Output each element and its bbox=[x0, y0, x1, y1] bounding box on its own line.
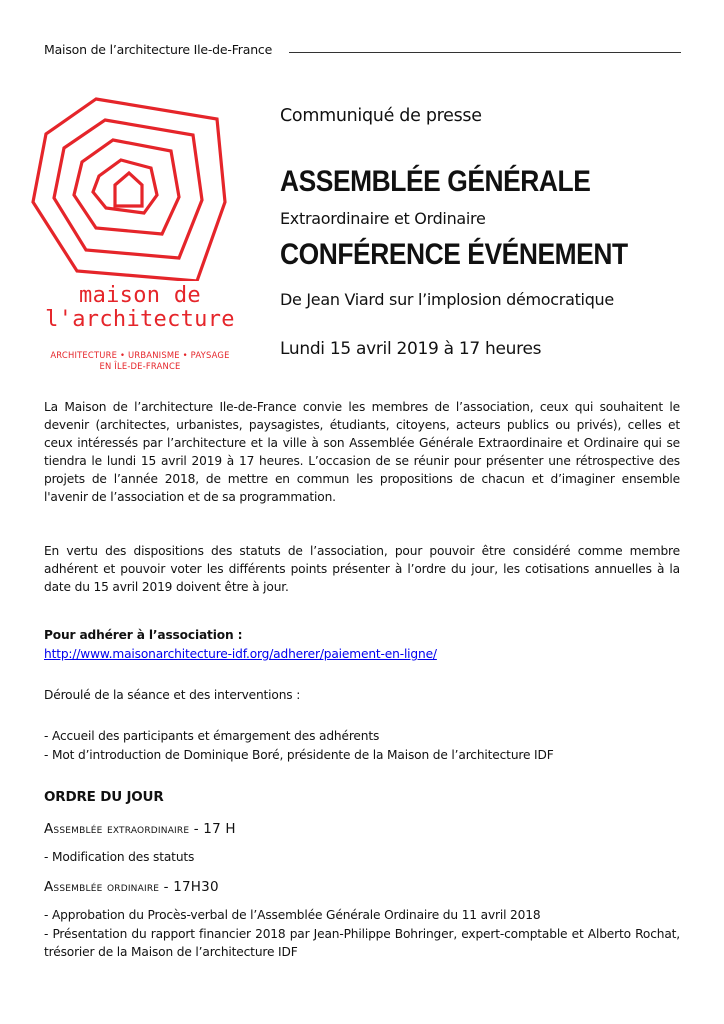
logo-tagline-line-1: ARCHITECTURE • URBANISME • PAYSAGE bbox=[50, 350, 230, 360]
header-org-name: Maison de l’architecture Ile-de-France bbox=[44, 42, 273, 57]
header-divider bbox=[289, 52, 681, 53]
title-conference-evenement: CONFÉRENCE ÉVÉNEMENT bbox=[280, 238, 628, 271]
list-item: - Mot d’introduction de Dominique Boré, présidente de la Maison de l’architecture IDF bbox=[44, 748, 554, 762]
intro-paragraph: La Maison de l’architecture Ile-de-France convie les membres de l’association, ceux qui souhaitent le devenir (architectes, urbanistes, paysagistes, étudiants, citoyens, acteurs publics ou privés), celles et ceux intéressés par l’architecture et la ville à son Assemblée Générale Extraordinaire et Ordinaire qui se tiendra le lundi 15 avril 2019 à 17 heures. L’occasion de se réunir pour présenter une rétrospective des projets de l’année 2018, de mettre en commun les propositions de chacun et d’imaginer ensemble l'avenir de l’association et de sa programmation. bbox=[44, 400, 680, 504]
session-outline-heading: Déroulé de la séance et des interventions : bbox=[44, 688, 301, 702]
logo-tagline-line-2: EN ÎLE-DE-FRANCE bbox=[99, 361, 181, 371]
agenda-heading: ORDRE DU JOUR bbox=[44, 789, 164, 805]
list-item: - Accueil des participants et émargement des adhérents bbox=[44, 729, 380, 743]
adhesion-heading: Pour adhérer à l’association : bbox=[44, 628, 243, 642]
list-item: - Approbation du Procès-verbal de l’Assemblée Générale Ordinaire du 11 avril 2018 bbox=[44, 908, 541, 922]
event-date: Lundi 15 avril 2019 à 17 heures bbox=[280, 339, 542, 359]
statutes-paragraph: En vertu des dispositions des statuts de l’association, pour pouvoir être considéré comme membre adhérent et pouvoir voter les différents points présenter à l’ordre du jour, les cotisations annuelles à la date du 15 avril 2019 doivent être à jour. bbox=[44, 544, 680, 594]
maison-architecture-logo bbox=[30, 96, 250, 386]
logo-name-line-1: maison de bbox=[79, 283, 201, 308]
adhesion-link[interactable]: http://www.maisonarchitecture-idf.org/adherer/paiement-en-ligne/ bbox=[44, 647, 437, 661]
subtitle-conference: De Jean Viard sur l’implosion démocratique bbox=[280, 290, 614, 309]
title-assemblee-generale: ASSEMBLÉE GÉNÉRALE bbox=[280, 165, 591, 198]
list-item: - Modification des statuts bbox=[44, 850, 195, 864]
subtitle-assemblee: Extraordinaire et Ordinaire bbox=[280, 209, 486, 228]
section-extraordinary-title: Assemblée extraordinaire - 17 H bbox=[44, 821, 236, 837]
nested-house-outline-icon bbox=[30, 96, 250, 281]
press-release-label: Communiqué de presse bbox=[280, 106, 482, 126]
section-ordinary-title: Assemblée ordinaire - 17H30 bbox=[44, 879, 219, 895]
logo-name-line-2: l'architecture bbox=[45, 307, 235, 332]
list-item: - Présentation du rapport financier 2018 par Jean-Philippe Bohringer, expert-comptable et Alberto Rochat, trésorier de la Maison de l’architecture IDF bbox=[44, 927, 680, 959]
